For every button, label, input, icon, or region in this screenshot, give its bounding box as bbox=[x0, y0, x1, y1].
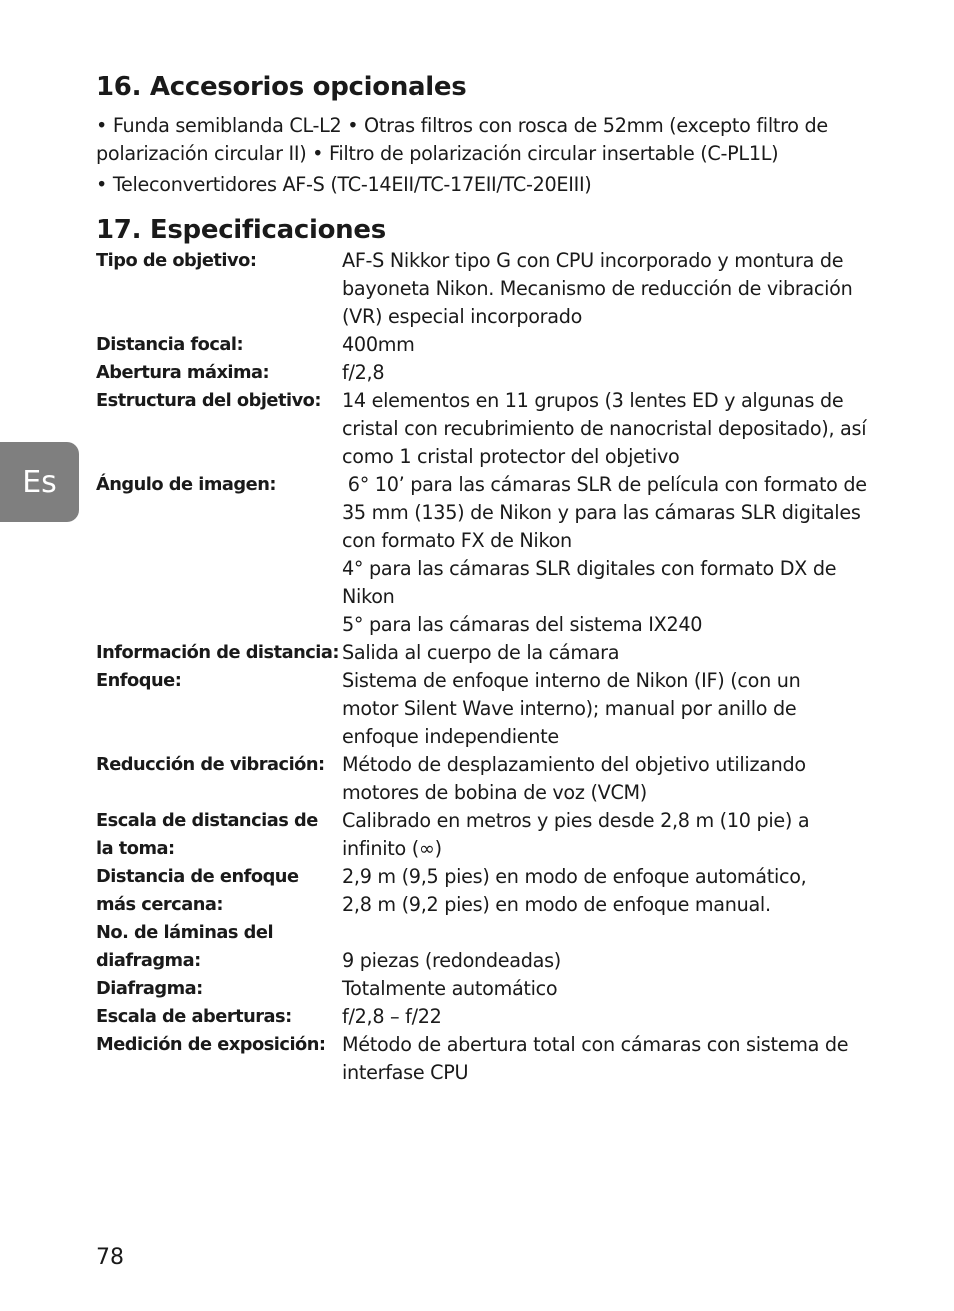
language-tab-label: Es bbox=[22, 464, 57, 500]
spec-label-line: Diafragma: bbox=[96, 978, 203, 999]
accessories-line: • Teleconvertidores AF-S (TC-14EII/TC-17EII/TC-20EIII) bbox=[96, 173, 592, 196]
accessories-line: polarización circular II) • Filtro de polarización circular insertable (C-PL1L) bbox=[96, 142, 779, 165]
spec-value-line: (VR) especial incorporado bbox=[342, 305, 583, 328]
spec-value-line: 6° 10’ para las cámaras SLR de película con formato de bbox=[342, 473, 867, 496]
page-content bbox=[96, 70, 886, 1087]
spec-label bbox=[96, 1003, 342, 1031]
spec-label-line: Abertura máxima: bbox=[96, 362, 270, 383]
spec-value bbox=[342, 919, 886, 975]
spec-row bbox=[96, 751, 886, 807]
spec-label-line: Distancia de enfoque bbox=[96, 866, 299, 887]
spec-value-line: enfoque independiente bbox=[342, 725, 559, 748]
spec-label-line: No. de láminas del bbox=[96, 922, 274, 943]
spec-label bbox=[96, 1031, 342, 1087]
spec-value-line: como 1 cristal protector del objetivo bbox=[342, 445, 680, 468]
spec-label-line: Información de distancia: bbox=[96, 642, 340, 663]
spec-value-line: con formato FX de Nikon bbox=[342, 529, 572, 552]
spec-row bbox=[96, 919, 886, 975]
spec-label bbox=[96, 667, 342, 751]
spec-value-line: Calibrado en metros y pies desde 2,8 m (10 pie) a bbox=[342, 809, 810, 832]
spec-value bbox=[342, 247, 886, 331]
spec-value-line: f/2,8 – f/22 bbox=[342, 1005, 442, 1028]
spec-row bbox=[96, 1031, 886, 1087]
spec-label-line: Distancia focal: bbox=[96, 334, 244, 355]
spec-label bbox=[96, 639, 342, 667]
accessories-line: • Funda semiblanda CL-L2 • Otras filtros con rosca de 52mm (excepto filtro de bbox=[96, 114, 828, 137]
spec-label-line: Estructura del objetivo: bbox=[96, 390, 321, 411]
spec-label bbox=[96, 919, 342, 975]
spec-row bbox=[96, 1003, 886, 1031]
spec-table bbox=[96, 247, 886, 1087]
spec-value bbox=[342, 667, 886, 751]
spec-value-line: motor Silent Wave interno); manual por anillo de bbox=[342, 697, 797, 720]
spec-value bbox=[342, 639, 886, 667]
spec-label bbox=[96, 247, 342, 331]
spec-value-line: bayoneta Nikon. Mecanismo de reducción de vibración bbox=[342, 277, 853, 300]
spec-value bbox=[342, 1003, 886, 1031]
spec-label-line: Medición de exposición: bbox=[96, 1034, 326, 1055]
spec-label bbox=[96, 807, 342, 863]
spec-value-line: Método de abertura total con cámaras con sistema de bbox=[342, 1033, 849, 1056]
spec-label-line: la toma: bbox=[96, 838, 175, 859]
spec-value-line: 2,9 m (9,5 pies) en modo de enfoque automático, bbox=[342, 865, 807, 888]
spec-label bbox=[96, 359, 342, 387]
spec-value bbox=[342, 331, 886, 359]
spec-value-line: 5° para las cámaras del sistema IX240 bbox=[342, 613, 703, 636]
spec-label bbox=[96, 471, 342, 639]
spec-value-line: infinito (∞) bbox=[342, 837, 442, 860]
spec-value-line: 2,8 m (9,2 pies) en modo de enfoque manual. bbox=[342, 893, 771, 916]
spec-label-line: Ángulo de imagen: bbox=[96, 474, 276, 495]
spec-row bbox=[96, 331, 886, 359]
spec-value bbox=[342, 751, 886, 807]
spec-row bbox=[96, 975, 886, 1003]
spec-value bbox=[342, 863, 886, 919]
spec-label bbox=[96, 975, 342, 1003]
spec-label-line: Enfoque: bbox=[96, 670, 182, 691]
spec-value-line: motores de bobina de voz (VCM) bbox=[342, 781, 647, 804]
page-number: 78 bbox=[96, 1245, 124, 1270]
spec-value-line: Nikon bbox=[342, 585, 395, 608]
spec-row bbox=[96, 639, 886, 667]
specs-heading: 17. Especificaciones bbox=[96, 215, 386, 245]
spec-value-line: 4° para las cámaras SLR digitales con formato DX de bbox=[342, 557, 837, 580]
spec-label-line: Escala de aberturas: bbox=[96, 1006, 292, 1027]
spec-row bbox=[96, 667, 886, 751]
spec-value-line: 9 piezas (redondeadas) bbox=[342, 949, 561, 972]
spec-value-line: Salida al cuerpo de la cámara bbox=[342, 641, 620, 664]
spec-label bbox=[96, 331, 342, 359]
spec-label bbox=[96, 863, 342, 919]
spec-value bbox=[342, 1031, 886, 1087]
spec-value bbox=[342, 975, 886, 1003]
spec-row bbox=[96, 471, 886, 639]
spec-label bbox=[96, 387, 342, 471]
spec-row bbox=[96, 247, 886, 331]
spec-value-line: 400mm bbox=[342, 333, 415, 356]
spec-row bbox=[96, 359, 886, 387]
spec-value-line: Sistema de enfoque interno de Nikon (IF) (con un bbox=[342, 669, 801, 692]
spec-label-line: Escala de distancias de bbox=[96, 810, 318, 831]
spec-value-line: Método de desplazamiento del objetivo utilizando bbox=[342, 753, 806, 776]
spec-value bbox=[342, 387, 886, 471]
spec-label-line: Tipo de objetivo: bbox=[96, 250, 257, 271]
language-tab bbox=[0, 442, 79, 522]
spec-label-line: más cercana: bbox=[96, 894, 223, 915]
spec-value bbox=[342, 807, 886, 863]
spec-value-line: AF-S Nikkor tipo G con CPU incorporado y montura de bbox=[342, 249, 844, 272]
spec-row bbox=[96, 387, 886, 471]
spec-label-line: diafragma: bbox=[96, 950, 201, 971]
spec-value bbox=[342, 471, 886, 639]
spec-row bbox=[96, 863, 886, 919]
spec-value-line: Totalmente automático bbox=[342, 977, 558, 1000]
spec-value-line: 35 mm (135) de Nikon y para las cámaras SLR digitales bbox=[342, 501, 861, 524]
spec-value-line bbox=[342, 919, 886, 947]
spec-row bbox=[96, 807, 886, 863]
spec-value-line: 14 elementos en 11 grupos (3 lentes ED y algunas de bbox=[342, 389, 844, 412]
accessories-heading: 16. Accesorios opcionales bbox=[96, 72, 467, 102]
spec-value-line: interfase CPU bbox=[342, 1061, 469, 1084]
spec-value bbox=[342, 359, 886, 387]
spec-label bbox=[96, 751, 342, 807]
spec-label-line: Reducción de vibración: bbox=[96, 754, 325, 775]
spec-value-line: cristal con recubrimiento de nanocristal depositado), así bbox=[342, 417, 867, 440]
spec-value-line: f/2,8 bbox=[342, 361, 385, 384]
